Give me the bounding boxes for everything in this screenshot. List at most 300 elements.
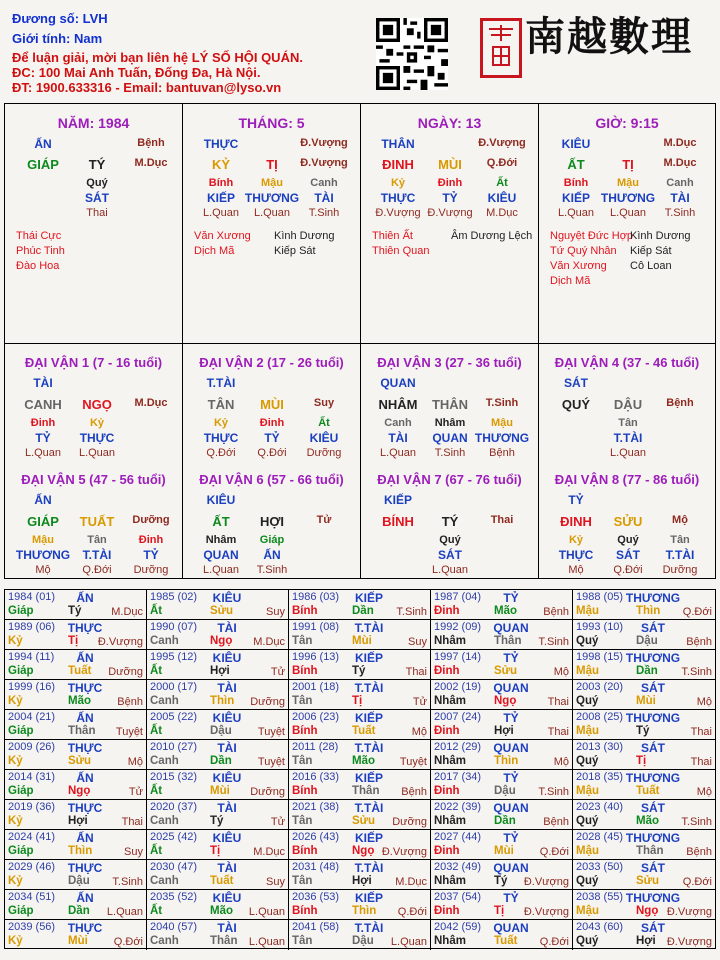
year-stem: Tân bbox=[292, 635, 313, 647]
year-label: 2008 (25) bbox=[576, 711, 624, 723]
year-stage: Q.Đới bbox=[397, 906, 427, 918]
life-stage: Đ.Vượng bbox=[300, 137, 348, 149]
year-stem: Ất bbox=[150, 845, 163, 857]
year-god: TỶ bbox=[503, 831, 519, 845]
hidden-stem: Đinh bbox=[259, 417, 285, 429]
year-cell bbox=[573, 890, 715, 920]
hidden-god: THƯƠNG bbox=[474, 431, 530, 445]
year-stage: Q.Đới bbox=[682, 606, 712, 618]
year-cell bbox=[147, 830, 289, 860]
hidden-stage: T.Sinh bbox=[308, 207, 340, 219]
qr-code-icon bbox=[376, 18, 448, 90]
hidden-stage: L.Quan bbox=[78, 447, 116, 459]
year-stage: Bệnh bbox=[543, 606, 569, 618]
hidden-stage: T.Sinh bbox=[664, 207, 696, 219]
year-label: 2021 (38) bbox=[292, 801, 340, 813]
hidden-stem: Kỷ bbox=[390, 177, 406, 189]
year-branch: Dậu bbox=[352, 935, 374, 947]
year-label: 2005 (22) bbox=[150, 711, 198, 723]
year-stage: Tuyệt bbox=[257, 726, 285, 738]
year-label: 2002 (19) bbox=[434, 681, 482, 693]
hidden-stage: Q.Đới bbox=[257, 447, 287, 459]
hidden-stem: Nhâm bbox=[434, 417, 466, 429]
special-star: Văn Xương bbox=[550, 260, 607, 272]
year-label: 2004 (21) bbox=[8, 711, 56, 723]
year-stem: Nhâm bbox=[434, 695, 466, 707]
year-cell bbox=[5, 770, 147, 800]
year-god: SÁT bbox=[641, 681, 665, 695]
special-star: Kiếp Sát bbox=[274, 245, 316, 257]
year-stage: L.Quan bbox=[390, 936, 427, 948]
year-god: KIÊU bbox=[212, 771, 242, 785]
year-stem: Nhâm bbox=[434, 815, 466, 827]
year-stage: M.Dục bbox=[395, 876, 427, 888]
year-cell bbox=[431, 650, 573, 680]
brand-logo: 南越數理 bbox=[525, 13, 693, 60]
year-cell bbox=[573, 650, 715, 680]
year-stage: Bệnh bbox=[543, 816, 569, 828]
hidden-stem: Quý bbox=[439, 534, 461, 546]
heavenly-stem: CANH bbox=[24, 397, 62, 412]
year-cell bbox=[573, 920, 715, 950]
year-label: 1990 (07) bbox=[150, 621, 198, 633]
year-god: ẤN bbox=[76, 591, 94, 605]
year-god: T.TÀI bbox=[354, 741, 384, 755]
year-god: THỰC bbox=[67, 741, 103, 755]
year-label: 2036 (53) bbox=[292, 891, 340, 903]
hidden-stem: Đinh bbox=[30, 417, 56, 429]
hidden-stage: Mộ bbox=[35, 564, 51, 576]
year-stage: T.Sinh bbox=[396, 606, 427, 618]
year-label: 2037 (54) bbox=[434, 891, 482, 903]
heavenly-god: SÁT bbox=[564, 376, 588, 390]
year-stage: Tử bbox=[128, 786, 143, 798]
year-god: THƯƠNG bbox=[625, 651, 681, 665]
year-label: 2035 (52) bbox=[150, 891, 198, 903]
year-stage: Mộ bbox=[411, 726, 427, 738]
year-stage: Tuyệt bbox=[257, 756, 285, 768]
hidden-stem: Kỷ bbox=[213, 417, 229, 429]
life-stage: Đ.Vượng bbox=[478, 137, 526, 149]
year-cell bbox=[431, 800, 573, 830]
year-label: 2033 (50) bbox=[576, 861, 624, 873]
year-stem: Bính bbox=[292, 785, 318, 797]
year-branch: Mùi bbox=[210, 785, 230, 797]
hidden-stage: Đ.Vượng bbox=[427, 207, 473, 219]
year-god: KIẾP bbox=[354, 831, 384, 845]
year-label: 1994 (11) bbox=[8, 651, 55, 663]
hidden-god: TỶ bbox=[35, 431, 51, 445]
pillar-hour bbox=[538, 104, 715, 343]
year-god: KIẾP bbox=[354, 771, 384, 785]
hidden-god: KIÊU bbox=[487, 191, 517, 205]
heavenly-stem: ĐINH bbox=[382, 157, 414, 172]
hidden-stem: Tân bbox=[87, 534, 107, 546]
earthly-branch: SỬU bbox=[613, 514, 643, 529]
year-stem: Quý bbox=[576, 875, 599, 887]
year-stem: Kỷ bbox=[8, 875, 23, 887]
year-stem: Bính bbox=[292, 665, 318, 677]
year-stem: Ất bbox=[150, 665, 163, 677]
year-stage: Bệnh bbox=[117, 696, 143, 708]
year-branch: Dần bbox=[494, 815, 516, 827]
hidden-god: TỶ bbox=[264, 431, 280, 445]
pillar-title: NGÀY: 13 bbox=[417, 115, 482, 131]
year-branch: Mùi bbox=[352, 635, 372, 647]
year-branch: Mão bbox=[210, 905, 233, 917]
life-stage: Suy bbox=[313, 397, 335, 409]
life-stage: Tử bbox=[316, 514, 332, 526]
year-cell bbox=[431, 920, 573, 950]
year-label: 2001 (18) bbox=[292, 681, 340, 693]
year-god: KIẾP bbox=[354, 651, 384, 665]
year-stem: Tân bbox=[292, 815, 313, 827]
year-god: TÀI bbox=[217, 861, 237, 875]
seal-pattern-icon bbox=[483, 21, 519, 75]
year-stem: Nhâm bbox=[434, 635, 466, 647]
year-stage: T.Sinh bbox=[538, 636, 569, 648]
year-cell bbox=[431, 740, 573, 770]
hidden-stem: Kỷ bbox=[568, 534, 584, 546]
year-stem: Mậu bbox=[576, 785, 599, 797]
year-label: 2023 (40) bbox=[576, 801, 624, 813]
hidden-stem: Mậu bbox=[32, 534, 54, 546]
hidden-god: THƯƠNG bbox=[244, 191, 300, 205]
year-stem: Canh bbox=[150, 935, 179, 947]
year-cell bbox=[289, 800, 431, 830]
year-label: 2012 (29) bbox=[434, 741, 482, 753]
hidden-god: KIẾP bbox=[206, 191, 236, 205]
year-stage: Thai bbox=[405, 666, 427, 678]
hidden-stem: Mậu bbox=[491, 417, 513, 429]
year-branch: Mùi bbox=[68, 935, 88, 947]
hidden-stem: Quý bbox=[86, 177, 108, 189]
year-cell bbox=[431, 590, 573, 620]
year-stage: Bệnh bbox=[401, 786, 427, 798]
hidden-stem: Bính bbox=[563, 177, 589, 189]
pillar-month bbox=[182, 104, 360, 343]
year-branch: Tị bbox=[68, 635, 79, 647]
earthly-branch: THÂN bbox=[431, 397, 469, 412]
year-god: ẤN bbox=[76, 831, 94, 845]
year-stem: Giáp bbox=[8, 785, 34, 797]
year-branch: Sửu bbox=[210, 605, 234, 617]
year-god: THƯƠNG bbox=[625, 891, 681, 905]
year-cell bbox=[5, 650, 147, 680]
dai-van-1 bbox=[5, 343, 182, 461]
annual-luck-table bbox=[4, 589, 716, 949]
year-stem: Kỷ bbox=[8, 935, 23, 947]
year-branch: Hợi bbox=[636, 935, 656, 947]
year-god: THỰC bbox=[67, 801, 103, 815]
special-star: Kình Dương bbox=[274, 230, 335, 242]
year-god: KIÊU bbox=[212, 831, 242, 845]
year-stage: L.Quan bbox=[248, 906, 285, 918]
year-branch: Tý bbox=[210, 815, 224, 827]
year-label: 2020 (37) bbox=[150, 801, 198, 813]
year-cell bbox=[573, 590, 715, 620]
year-stage: Mộ bbox=[696, 786, 712, 798]
hidden-stem: Mậu bbox=[261, 177, 283, 189]
earthly-branch: TÝ bbox=[441, 514, 459, 529]
hidden-god: QUAN bbox=[432, 431, 468, 445]
year-god: THỰC bbox=[67, 921, 103, 935]
year-stem: Ất bbox=[150, 725, 163, 737]
year-branch: Tuất bbox=[636, 785, 660, 797]
year-god: KIẾP bbox=[354, 711, 384, 725]
year-branch: Mão bbox=[352, 755, 375, 767]
year-branch: Dần bbox=[210, 755, 232, 767]
heavenly-stem: TÂN bbox=[207, 397, 235, 412]
year-stem: Kỷ bbox=[8, 695, 23, 707]
year-stage: Tử bbox=[412, 696, 427, 708]
hidden-stage: L.Quan bbox=[431, 564, 469, 576]
hidden-god: KIÊU bbox=[309, 431, 339, 445]
heavenly-stem: GIÁP bbox=[27, 514, 59, 529]
heavenly-stem: ẤT bbox=[567, 157, 585, 172]
year-branch: Ngọ bbox=[494, 695, 517, 707]
year-stem: Giáp bbox=[8, 905, 34, 917]
year-cell bbox=[147, 800, 289, 830]
special-star: Cô Loan bbox=[630, 260, 672, 272]
year-stem: Nhâm bbox=[434, 875, 466, 887]
hidden-stage: Mộ bbox=[568, 564, 584, 576]
hidden-god: SÁT bbox=[616, 548, 640, 562]
year-cell bbox=[147, 740, 289, 770]
year-cell bbox=[431, 770, 573, 800]
heavenly-stem: BÍNH bbox=[382, 514, 414, 529]
year-stage: T.Sinh bbox=[681, 666, 712, 678]
year-god: THƯƠNG bbox=[625, 831, 681, 845]
hidden-stem: Canh bbox=[666, 177, 694, 189]
year-stage: Thai bbox=[547, 726, 569, 738]
heavenly-god: T.TÀI bbox=[206, 376, 236, 390]
year-branch: Sửu bbox=[352, 815, 376, 827]
heavenly-god: ẤN bbox=[34, 137, 52, 151]
year-stem: Mậu bbox=[576, 905, 599, 917]
life-stage: Mộ bbox=[672, 514, 688, 526]
special-star: Tứ Quý Nhân bbox=[550, 245, 617, 257]
dai-van-2 bbox=[182, 343, 360, 461]
year-label: 1986 (03) bbox=[292, 591, 340, 603]
year-god: QUAN bbox=[493, 621, 529, 635]
year-cell bbox=[147, 860, 289, 890]
year-branch: Tý bbox=[68, 605, 82, 617]
year-stage: Suy bbox=[266, 606, 285, 618]
year-cell bbox=[431, 620, 573, 650]
year-stem: Quý bbox=[576, 635, 599, 647]
year-stem: Đinh bbox=[434, 725, 460, 737]
year-branch: Tị bbox=[494, 905, 505, 917]
hidden-god: T.TÀI bbox=[613, 431, 643, 445]
year-stem: Tân bbox=[292, 875, 313, 887]
year-branch: Tý bbox=[352, 665, 366, 677]
hidden-stem: Bính bbox=[208, 177, 234, 189]
hidden-god: T.TÀI bbox=[665, 548, 695, 562]
red-seal-stamp bbox=[480, 18, 522, 78]
year-stage: Q.Đới bbox=[113, 936, 143, 948]
year-god: KIÊU bbox=[212, 651, 242, 665]
year-stage: M.Dục bbox=[253, 846, 285, 858]
year-branch: Thân bbox=[352, 785, 380, 797]
year-stage: Tuyệt bbox=[399, 756, 427, 768]
year-label: 2040 (57) bbox=[150, 921, 198, 933]
year-branch: Tuất bbox=[210, 875, 234, 887]
hidden-stem: Canh bbox=[384, 417, 412, 429]
year-god: QUAN bbox=[493, 801, 529, 815]
year-stage: Thai bbox=[121, 816, 143, 828]
year-stem: Giáp bbox=[8, 665, 34, 677]
hidden-stage: T.Sinh bbox=[256, 564, 288, 576]
year-branch: Dậu bbox=[210, 725, 232, 737]
year-branch: Thân bbox=[636, 845, 664, 857]
year-god: ẤN bbox=[76, 771, 94, 785]
year-stage: T.Sinh bbox=[112, 876, 143, 888]
year-label: 2000 (17) bbox=[150, 681, 198, 693]
year-god: TÀI bbox=[217, 621, 237, 635]
dai-van-4 bbox=[538, 343, 715, 461]
hidden-stem: Đinh bbox=[138, 534, 164, 546]
hidden-god: TỶ bbox=[143, 548, 159, 562]
year-label: 1989 (06) bbox=[8, 621, 56, 633]
life-stage: Đ.Vượng bbox=[300, 157, 348, 169]
year-cell bbox=[147, 680, 289, 710]
year-stem: Bính bbox=[292, 845, 318, 857]
year-label: 2009 (26) bbox=[8, 741, 56, 753]
earthly-branch: TỊ bbox=[266, 157, 278, 172]
year-stage: Thai bbox=[690, 726, 712, 738]
hidden-stage: Bệnh bbox=[489, 447, 515, 459]
hidden-stage: M.Dục bbox=[486, 207, 518, 219]
year-cell bbox=[5, 830, 147, 860]
year-stage: Đ.Vượng bbox=[523, 906, 569, 918]
year-cell bbox=[147, 890, 289, 920]
dai-van-8 bbox=[538, 461, 715, 578]
hidden-stem: Giáp bbox=[259, 534, 285, 546]
year-label: 2011 (28) bbox=[292, 741, 339, 753]
year-stem: Canh bbox=[150, 815, 179, 827]
year-stem: Đinh bbox=[434, 785, 460, 797]
year-stem: Tân bbox=[292, 935, 313, 947]
year-branch: Thìn bbox=[68, 845, 93, 857]
year-label: 1992 (09) bbox=[434, 621, 482, 633]
four-pillars-chart bbox=[4, 103, 716, 579]
year-cell bbox=[147, 770, 289, 800]
earthly-branch: TÝ bbox=[88, 157, 106, 172]
year-cell bbox=[5, 590, 147, 620]
year-branch: Ngọ bbox=[352, 845, 375, 857]
hidden-god: TỶ bbox=[442, 191, 458, 205]
hidden-stage: L.Quan bbox=[609, 447, 647, 459]
year-stage: T.Sinh bbox=[681, 816, 712, 828]
year-god: SÁT bbox=[641, 861, 665, 875]
year-label: 2034 (51) bbox=[8, 891, 56, 903]
year-label: 1995 (12) bbox=[150, 651, 198, 663]
year-label: 2018 (35) bbox=[576, 771, 624, 783]
year-cell bbox=[289, 590, 431, 620]
year-cell bbox=[147, 710, 289, 740]
year-label: 2017 (34) bbox=[434, 771, 482, 783]
year-cell bbox=[431, 680, 573, 710]
heavenly-stem: GIÁP bbox=[27, 157, 59, 172]
year-cell bbox=[289, 650, 431, 680]
year-god: KIẾP bbox=[354, 591, 384, 605]
year-stem: Giáp bbox=[8, 725, 34, 737]
year-god: TỶ bbox=[503, 771, 519, 785]
hidden-stage: Dưỡng bbox=[662, 564, 698, 576]
hidden-god: TÀI bbox=[314, 191, 334, 205]
hidden-stage: Dưỡng bbox=[306, 447, 342, 459]
hidden-stem: Ất bbox=[318, 417, 330, 429]
year-branch: Mùi bbox=[636, 695, 656, 707]
year-cell bbox=[147, 650, 289, 680]
year-cell bbox=[289, 620, 431, 650]
year-label: 2015 (32) bbox=[150, 771, 198, 783]
year-stage: Đ.Vượng bbox=[97, 636, 143, 648]
year-stem: Canh bbox=[150, 695, 179, 707]
year-label: 2025 (42) bbox=[150, 831, 198, 843]
special-star: Dịch Mã bbox=[550, 275, 591, 287]
year-cell bbox=[147, 620, 289, 650]
year-stem: Quý bbox=[576, 755, 599, 767]
hidden-god: TÀI bbox=[670, 191, 690, 205]
year-cell bbox=[147, 920, 289, 950]
year-label: 1985 (02) bbox=[150, 591, 198, 603]
year-god: T.TÀI bbox=[354, 861, 384, 875]
special-star: Thiên Quan bbox=[372, 245, 430, 257]
hidden-stage: L.Quan bbox=[379, 447, 417, 459]
heavenly-stem: ĐINH bbox=[560, 514, 592, 529]
year-stage: Thai bbox=[690, 756, 712, 768]
hidden-god: T.TÀI bbox=[82, 548, 112, 562]
year-god: T.TÀI bbox=[354, 801, 384, 815]
heavenly-stem: NHÂM bbox=[378, 397, 418, 412]
year-god: ẤN bbox=[76, 891, 94, 905]
heavenly-god: TÀI bbox=[33, 376, 53, 390]
year-label: 1993 (10) bbox=[576, 621, 624, 633]
heavenly-god: TỶ bbox=[568, 493, 584, 507]
year-branch: Hợi bbox=[352, 875, 372, 887]
year-label: 2038 (55) bbox=[576, 891, 624, 903]
life-stage: M.Dục bbox=[134, 397, 168, 409]
year-branch: Mão bbox=[494, 605, 517, 617]
dai-van-title: ĐẠI VẬN 1 (7 - 16 tuổi) bbox=[24, 355, 163, 370]
year-cell bbox=[5, 920, 147, 950]
dai-van-3 bbox=[360, 343, 538, 461]
year-branch: Tý bbox=[494, 875, 508, 887]
special-star: Âm Dương Lệch bbox=[451, 230, 533, 242]
year-stem: Quý bbox=[576, 815, 599, 827]
year-god: THỰC bbox=[67, 861, 103, 875]
year-god: THỰC bbox=[67, 681, 103, 695]
hidden-god: THƯƠNG bbox=[600, 191, 656, 205]
year-label: 2024 (41) bbox=[8, 831, 56, 843]
year-stem: Quý bbox=[576, 695, 599, 707]
year-god: TÀI bbox=[217, 681, 237, 695]
year-god: KIÊU bbox=[212, 711, 242, 725]
year-label: 2028 (45) bbox=[576, 831, 624, 843]
year-stage: Suy bbox=[266, 876, 285, 888]
year-cell bbox=[289, 920, 431, 950]
special-star: Phúc Tinh bbox=[16, 245, 65, 257]
year-label: 2031 (48) bbox=[292, 861, 340, 873]
year-branch: Dần bbox=[68, 905, 90, 917]
year-stem: Bính bbox=[292, 605, 318, 617]
life-stage: M.Dục bbox=[134, 157, 168, 169]
year-cell bbox=[147, 590, 289, 620]
hidden-god: TÀI bbox=[388, 431, 408, 445]
year-branch: Dần bbox=[636, 665, 658, 677]
